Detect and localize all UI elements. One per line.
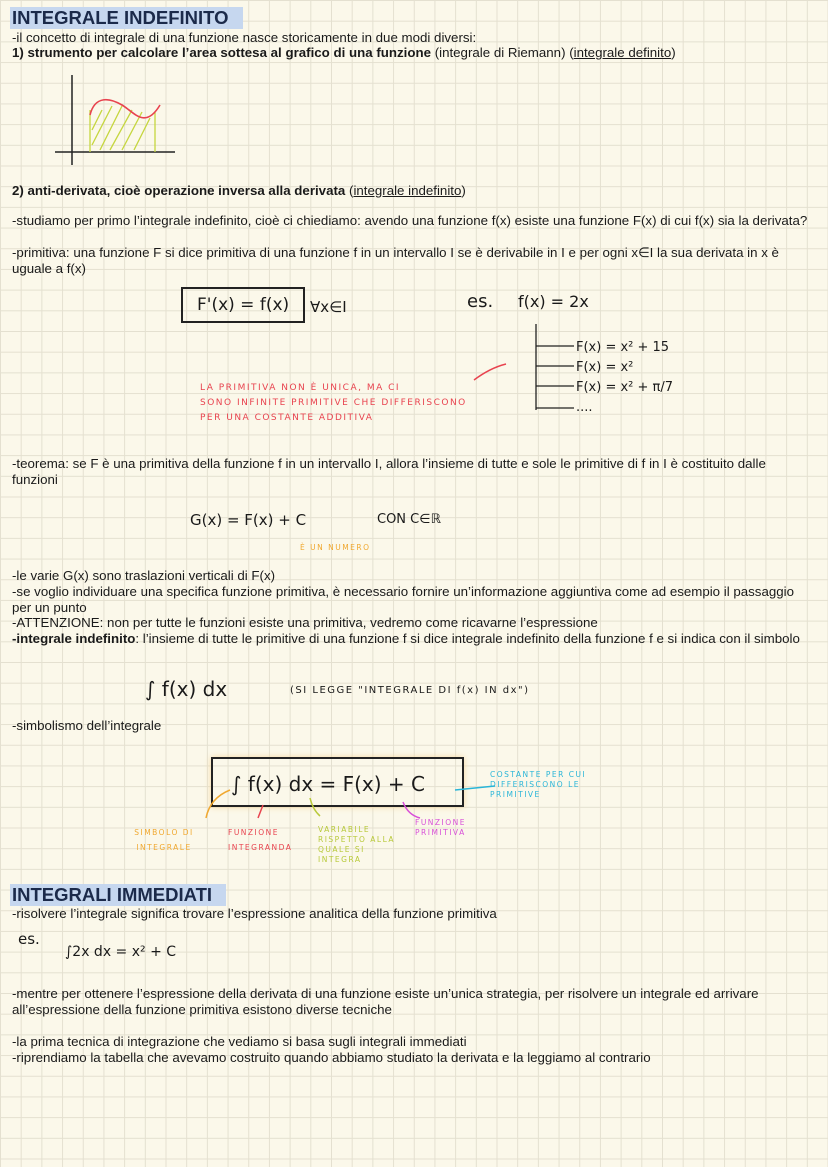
es-function: f(x) = 2x — [518, 292, 589, 311]
es-primitive-item: F(x) = x² — [576, 360, 634, 375]
point-1: 1) strumento per calcolare l’area sottesa al grafico di una funzione (integrale di Riemann) (integrale definito) — [12, 45, 676, 60]
g-formula: G(x) = F(x) + C — [190, 511, 307, 529]
es-primitive-item: F(x) = x² + 15 — [576, 340, 670, 355]
label-simbolo: SIMBOLO DI INTEGRALE — [134, 828, 194, 852]
definizione-integrale — [12, 631, 812, 647]
primitiva-definition: -primitiva: una funzione F si dice primitiva di una funzione f in un intervallo I se è derivabile in I e per ogni x∈I la sua derivata in x è uguale a f(x) — [12, 245, 779, 276]
risolvere-text: -risolvere l’integrale significa trovare l’espressione analitica della funzione primitiva — [12, 906, 497, 921]
link-integrale-indefinito[interactable]: integrale indefinito — [353, 183, 462, 198]
red-note-line: SONO INFINITE PRIMITIVE CHE DIFFERISCONO — [200, 398, 467, 408]
label-costante: COSTANTE PER CUI DIFFERISCONO LE PRIMITIVE — [490, 770, 587, 799]
label-variabile: VARIABILE RISPETTO ALLA QUALE SI INTEGRA — [318, 825, 396, 864]
es-primitive-item: .... — [576, 400, 593, 415]
red-note-line: LA PRIMITIVA NON È UNICA, MA CI — [200, 383, 401, 393]
mentre-text: -mentre per ottenere l’espressione della derivata di una funzione esiste un’unica strategia, per risolvere un integrale ed arrivare all’espressione della funzione primitiva esistono diverse tecniche — [12, 986, 759, 1017]
numero-note: È UN NUMERO — [300, 543, 371, 552]
le-varie-text: -le varie G(x) sono traslazioni verticali di F(x) — [12, 568, 276, 583]
teorema-text: -teorema: se F è una primitiva della funzione f in un intervallo I, allora l’insieme di tutte e sole le primitive di f in I è costituito dalle funzioni — [12, 456, 766, 487]
def-rest: : l’insieme di tutte le primitive di una funzione f si dice integrale indefinito della funzione f e si indica con il simbolo — [135, 631, 800, 646]
studiamo-text: -studiamo per primo l’integrale indefinito, cioè ci chiediamo: avendo una funzione f(x) esiste una funzione F(x) di cui f(x) sia la derivata? — [12, 213, 808, 228]
es-arrows — [470, 320, 580, 412]
riemann: (integrale di Riemann) — [434, 45, 566, 60]
red-note — [200, 381, 467, 426]
point-2-bold: 2) anti-derivata, cioè operazione inversa alla derivata — [12, 183, 346, 198]
prima-tecnica-text: -la prima tecnica di integrazione che vediamo si basa sugli integrali immediati — [12, 1034, 467, 1049]
def-bold: -integrale indefinito — [12, 631, 136, 646]
label-primitiva: FUNZIONE PRIMITIVA — [415, 818, 467, 837]
riprendiamo-text: -riprendiamo la tabella che avevamo costruito quando abbiamo studiato la derivata e la leggiamo al contrario — [12, 1050, 651, 1065]
es-label: es. — [467, 291, 494, 312]
symbol-note: (SI LEGGE "INTEGRALE DI f(x) IN dx") — [290, 685, 530, 696]
es-label: es. — [18, 930, 40, 948]
integral-example: ∫2x dx = x² + C — [65, 944, 177, 960]
simbolismo-text: -simbolismo dell’integrale — [12, 718, 162, 733]
integral-symbol: ∫ f(x) dx — [145, 677, 228, 701]
section-title: INTEGRALE INDEFINITO — [10, 7, 243, 29]
con-text: CON C∈ℝ — [377, 512, 441, 527]
point-2: 2) anti-derivata, cioè operazione inversa alla derivata (integrale indefinito) — [12, 183, 466, 198]
section-title: INTEGRALI IMMEDIATI — [10, 884, 226, 906]
se-voglio-text: -se voglio individuare una specifica funzione primitiva, è necessario fornire un’informazione aggiuntiva come ad esempio il passaggio per un punto — [12, 584, 794, 615]
intro-text: -il concetto di integrale di una funzione nasce storicamente in due modi diversi: — [12, 30, 477, 45]
label-integranda: FUNZIONE INTEGRANDA — [228, 828, 293, 852]
area-graph-sketch — [50, 70, 180, 170]
forall-text: ∀x∈I — [310, 298, 347, 316]
es-primitive-item: F(x) = x² + π/7 — [576, 380, 674, 395]
es-primitives-list — [576, 338, 673, 418]
integral-formula-box: ∫ f(x) dx = F(x) + C — [211, 757, 464, 807]
boxed-formula: F'(x) = f(x) — [181, 287, 305, 323]
point-1-bold: 1) strumento per calcolare l’area sottesa al grafico di una funzione — [12, 45, 431, 60]
red-note-line: PER UNA COSTANTE ADDITIVA — [200, 413, 374, 423]
attenzione-text: -ATTENZIONE: non per tutte le funzioni esiste una primitiva, vedremo come ricavarne l’espressione — [12, 615, 598, 630]
link-integrale-definito[interactable]: integrale definito — [573, 45, 672, 60]
